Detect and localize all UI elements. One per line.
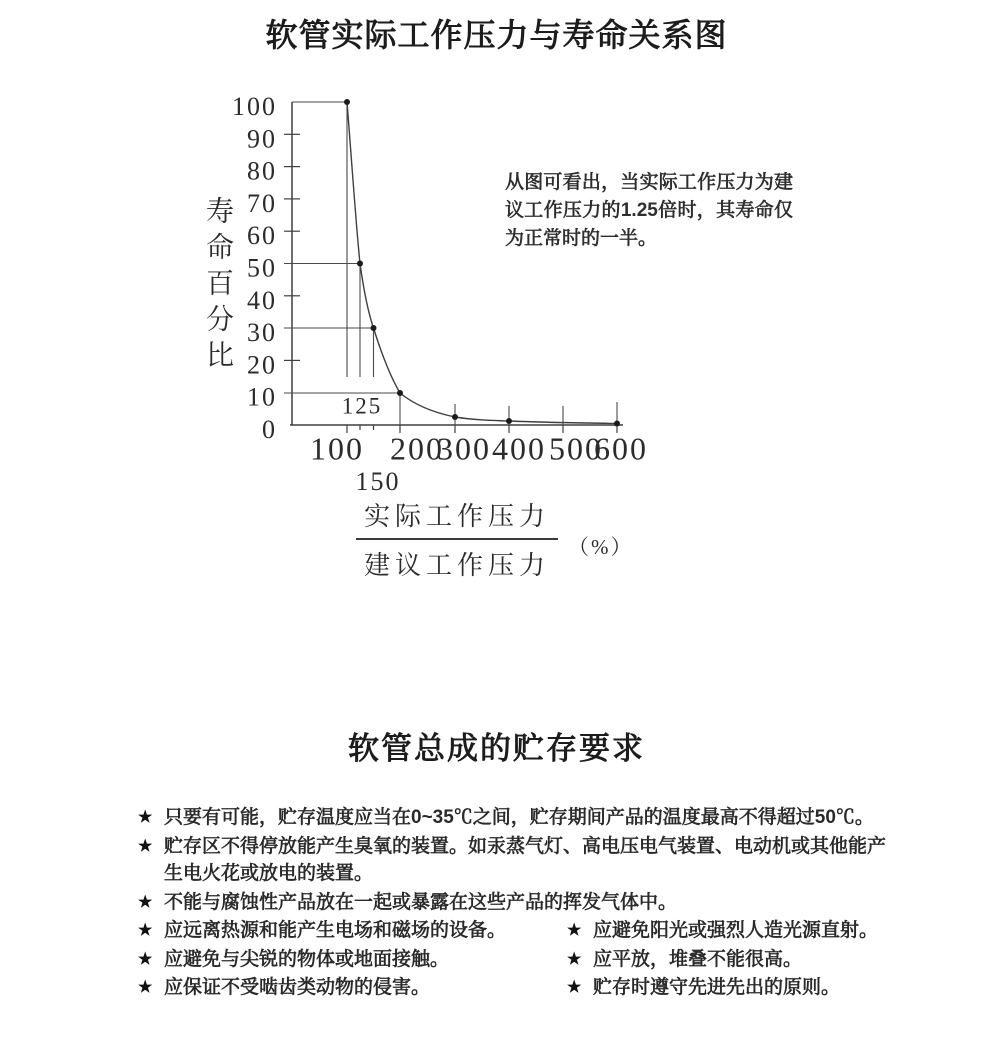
storage-item — [138, 974, 567, 1002]
pressure-life-chart — [0, 0, 993, 495]
star-bullet-icon: ★ — [567, 950, 582, 968]
storage-item-text: 应平放，堆叠不能很高。 — [593, 948, 803, 970]
chart-annotation: 从图可看出，当实际工作压力为建议工作压力的1.25倍时，其寿命仅为正常时的一半。 — [505, 172, 793, 249]
star-bullet-icon: ★ — [567, 979, 582, 996]
storage-requirements-list — [138, 804, 890, 1003]
y-axis-title: 寿命百分比 — [202, 196, 233, 376]
storage-item — [567, 974, 890, 1002]
storage-item-pair — [138, 917, 890, 945]
storage-section-title: 软管总成的贮存要求 — [348, 731, 645, 766]
storage-item-text: 应远离热源和能产生电场和磁场的设备。 — [164, 920, 507, 941]
star-bullet-icon: ★ — [138, 979, 153, 996]
storage-item-text: 应保证不受啮齿类动物的侵害。 — [164, 977, 431, 998]
storage-item-text: 贮存时遵守先进先出的原则。 — [593, 977, 841, 998]
star-bullet-icon: ★ — [138, 837, 153, 855]
page-title: 软管实际工作压力与寿命关系图 — [265, 17, 728, 53]
fraction — [356, 496, 558, 582]
data-point — [357, 261, 363, 267]
storage-item-text: 只要有可能，贮存温度应当在0~35℃之间，贮存期间产品的温度最高不得超过50℃。 — [164, 807, 874, 828]
svg-text:0: 0 — [262, 414, 277, 444]
star-bullet-icon: ★ — [138, 950, 153, 968]
star-bullet-icon: ★ — [138, 893, 153, 911]
svg-text:10: 10 — [247, 382, 277, 412]
svg-text:400: 400 — [492, 430, 546, 467]
storage-item — [138, 804, 890, 832]
data-point — [506, 418, 512, 424]
storage-item-text: 贮存区不得停放能产生臭氧的装置。如汞蒸气灯、高电压电气装置、电动机或其他能产生电火花或放电的装置。 — [164, 835, 887, 884]
data-point — [452, 414, 458, 420]
label-125: 125 — [341, 393, 383, 419]
label-150: 150 — [355, 466, 401, 495]
storage-item — [138, 917, 567, 945]
svg-text:200: 200 — [390, 430, 444, 467]
storage-item-text: 不能与腐蚀性产品放在一起或暴露在这些产品的挥发气体中。 — [164, 891, 678, 913]
svg-text:80: 80 — [247, 156, 277, 186]
x-axis-fraction-label — [356, 496, 634, 582]
fraction-unit: （%） — [568, 535, 634, 559]
fraction-numerator: 实际工作压力 — [364, 502, 551, 531]
data-point — [397, 390, 403, 396]
star-bullet-icon: ★ — [138, 809, 153, 826]
svg-text:60: 60 — [247, 221, 277, 251]
svg-text:300: 300 — [437, 430, 491, 467]
x-tick-labels — [310, 430, 648, 466]
reference-lines — [284, 102, 400, 393]
svg-text:30: 30 — [247, 318, 277, 348]
svg-text:50: 50 — [247, 253, 277, 283]
star-bullet-icon: ★ — [567, 922, 582, 939]
svg-text:40: 40 — [247, 285, 277, 315]
svg-text:100: 100 — [310, 430, 364, 467]
svg-text:70: 70 — [247, 188, 277, 218]
data-point — [344, 99, 350, 105]
data-point — [371, 325, 377, 331]
storage-item-text: 应避免阳光或强烈人造光源直射。 — [593, 920, 879, 941]
storage-item-pair — [138, 974, 890, 1002]
storage-item — [138, 946, 567, 974]
star-bullet-icon: ★ — [138, 922, 153, 939]
svg-text:90: 90 — [247, 124, 277, 154]
data-point — [614, 421, 620, 427]
y-tick-labels — [232, 92, 277, 444]
storage-item — [567, 917, 890, 945]
svg-text:500: 500 — [549, 430, 603, 467]
storage-item — [138, 833, 890, 888]
storage-item — [567, 946, 890, 974]
storage-item-text: 应避免与尖锐的物体或地面接触。 — [164, 948, 450, 970]
storage-item — [138, 889, 890, 917]
storage-item-pair — [138, 946, 890, 974]
svg-text:20: 20 — [247, 350, 277, 380]
data-points — [341, 99, 620, 427]
svg-text:100: 100 — [232, 91, 277, 121]
fraction-denominator: 建议工作压力 — [356, 538, 558, 582]
svg-text:600: 600 — [594, 430, 648, 467]
life-curve — [347, 102, 617, 424]
